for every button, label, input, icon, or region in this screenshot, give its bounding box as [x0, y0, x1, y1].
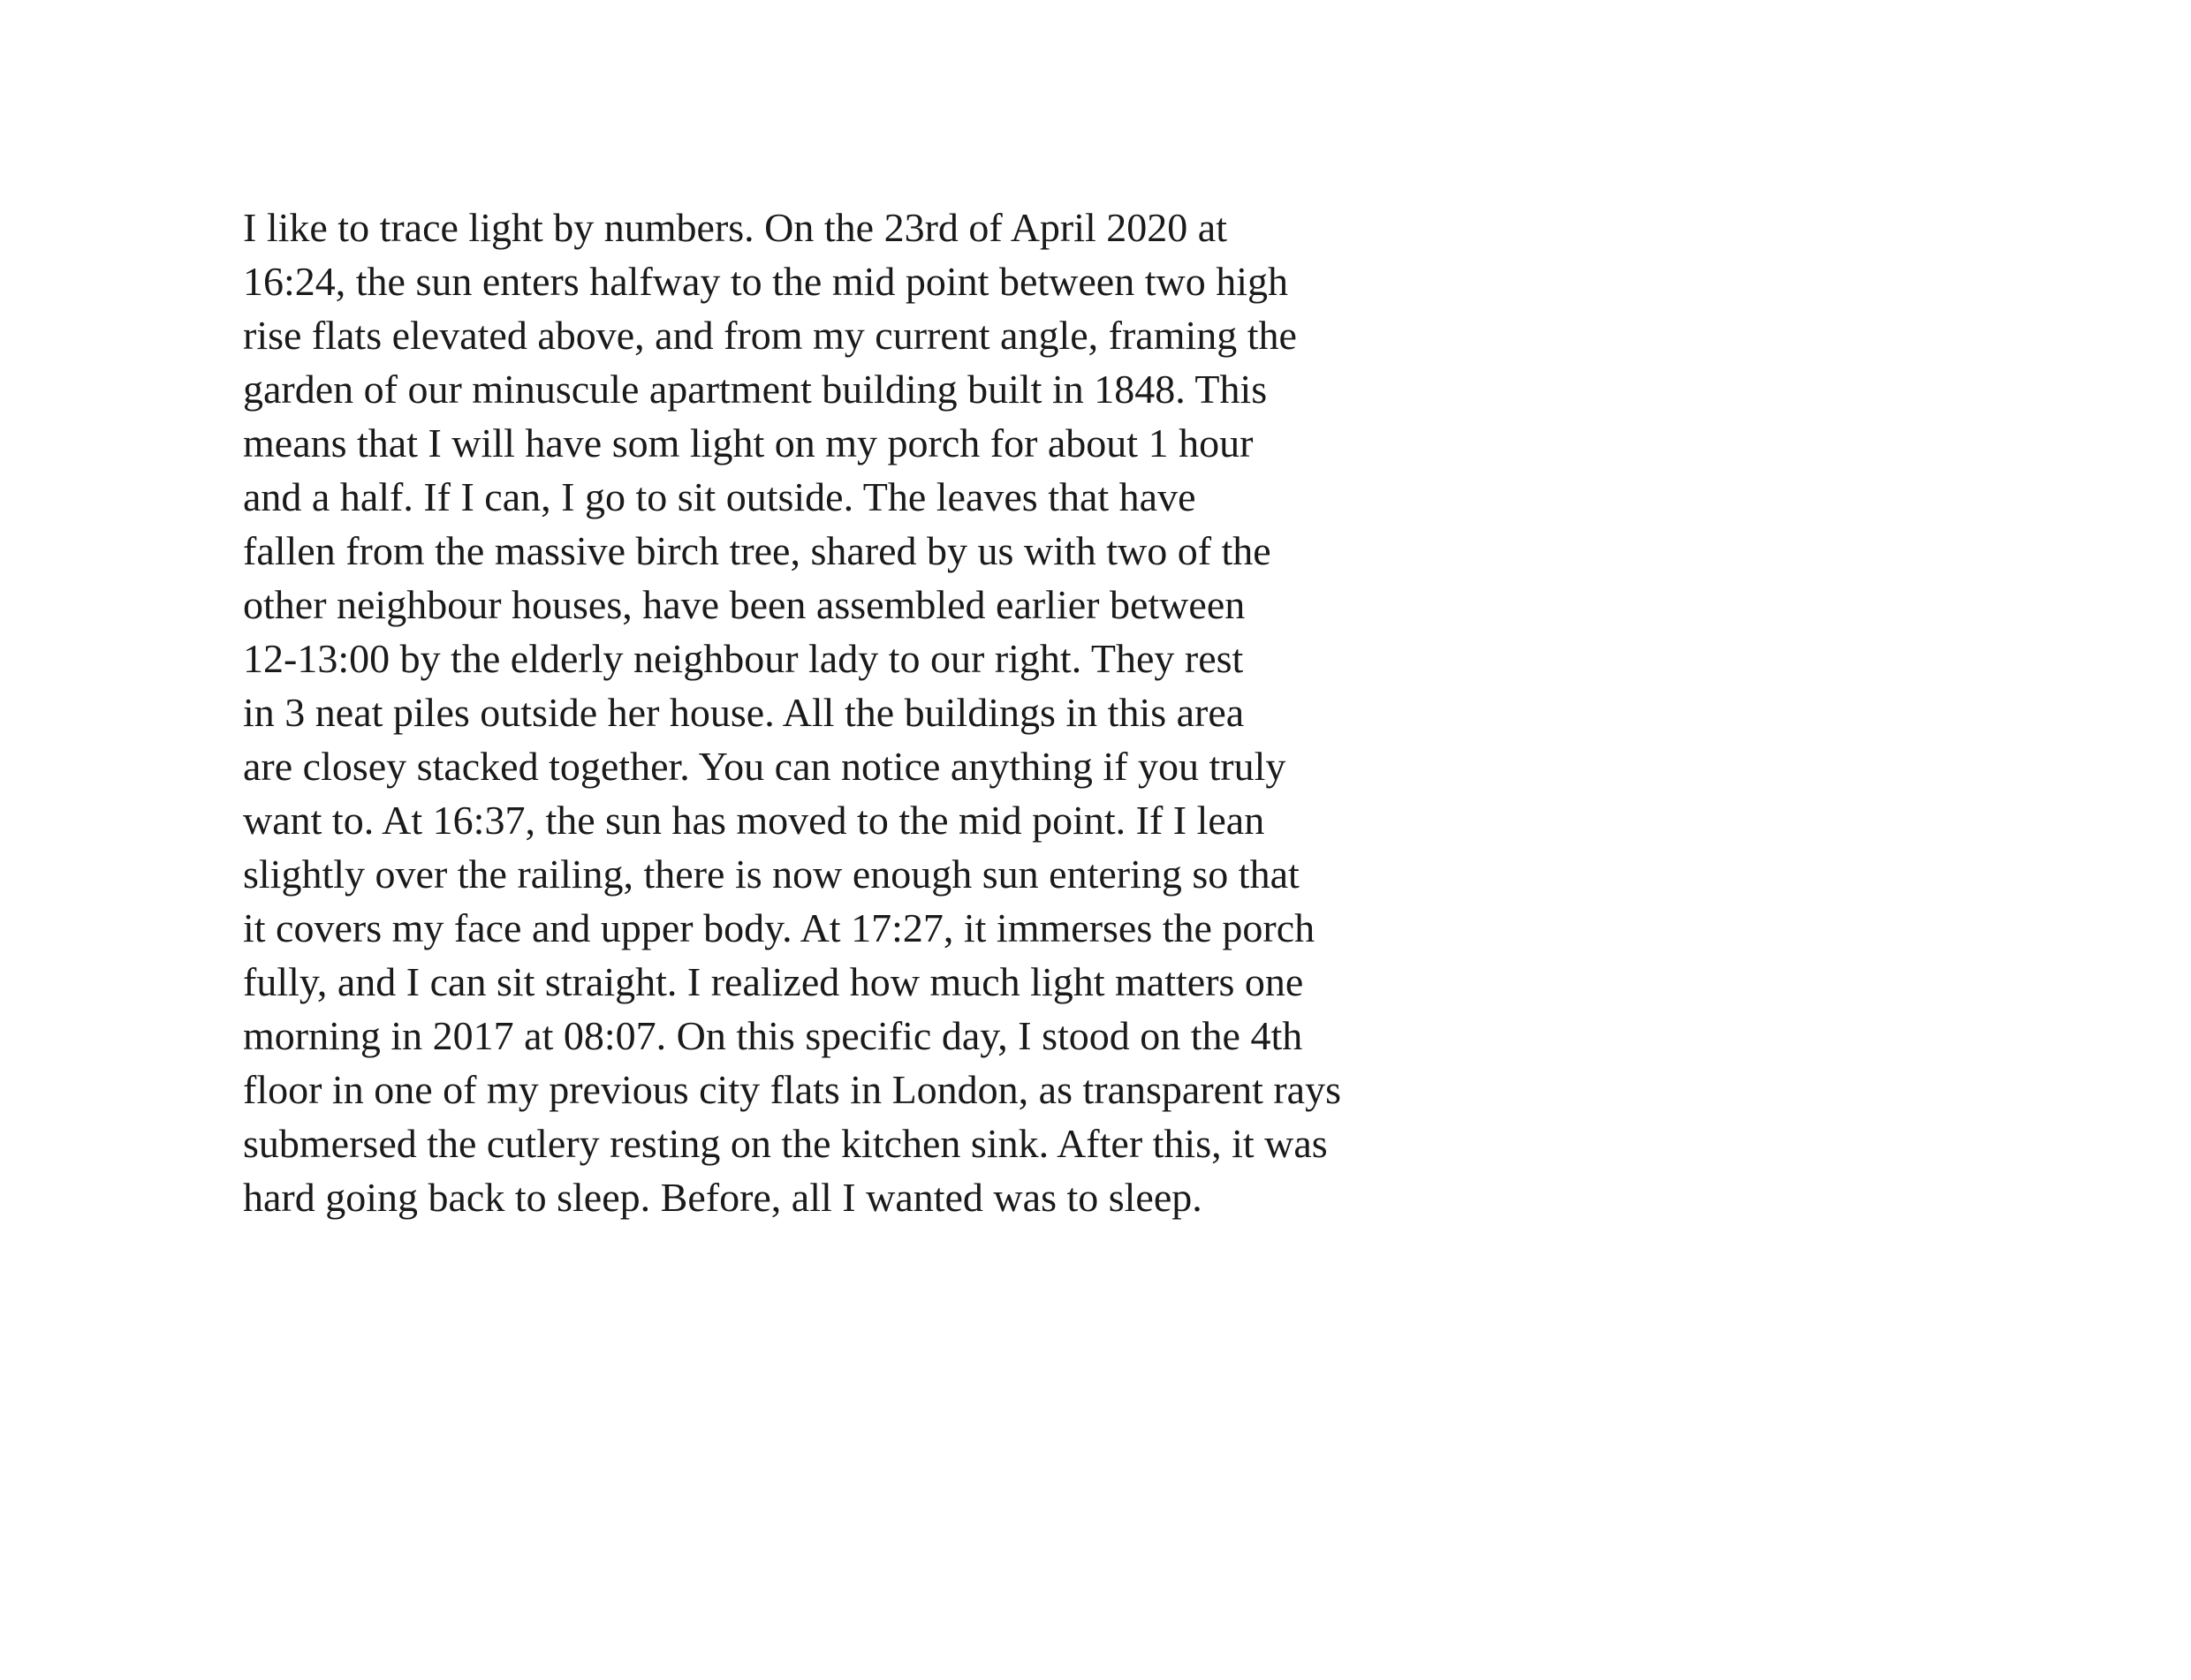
text-line: want to. At 16:37, the sun has moved to the mid point. If I lean	[243, 798, 1265, 843]
text-line: are closey stacked together. You can notice anything if you truly	[243, 744, 1286, 789]
text-line: and a half. If I can, I go to sit outside. The leaves that have	[243, 474, 1196, 519]
text-line: submersed the cutlery resting on the kitchen sink. After this, it was	[243, 1121, 1328, 1166]
text-line: it covers my face and upper body. At 17:27, it immerses the porch	[243, 905, 1315, 950]
text-line: 12-13:00 by the elderly neighbour lady to our right. They rest	[243, 636, 1244, 681]
text-line: fallen from the massive birch tree, shared by us with two of the	[243, 528, 1271, 573]
text-line: I like to trace light by numbers. On the 23rd of April 2020 at	[243, 205, 1227, 250]
text-line: other neighbour houses, have been assembled earlier between	[243, 582, 1246, 627]
text-line: means that I will have som light on my porch for about 1 hour	[243, 420, 1254, 465]
text-line: rise flats elevated above, and from my current angle, framing the	[243, 313, 1297, 358]
text-line: in 3 neat piles outside her house. All the buildings in this area	[243, 690, 1245, 735]
text-line: morning in 2017 at 08:07. On this specific day, I stood on the 4th	[243, 1013, 1303, 1058]
text-line: fully, and I can sit straight. I realized how much light matters one	[243, 959, 1304, 1004]
text-line: garden of our minuscule apartment building built in 1848. This	[243, 367, 1268, 412]
text-line: slightly over the railing, there is now enough sun entering so that	[243, 851, 1300, 897]
text-line: floor in one of my previous city flats in London, as transparent rays	[243, 1067, 1341, 1112]
text-line: hard going back to sleep. Before, all I wanted was to sleep.	[243, 1175, 1202, 1220]
body-paragraph	[243, 201, 1480, 1224]
text-line: 16:24, the sun enters halfway to the mid point between two high	[243, 259, 1288, 304]
